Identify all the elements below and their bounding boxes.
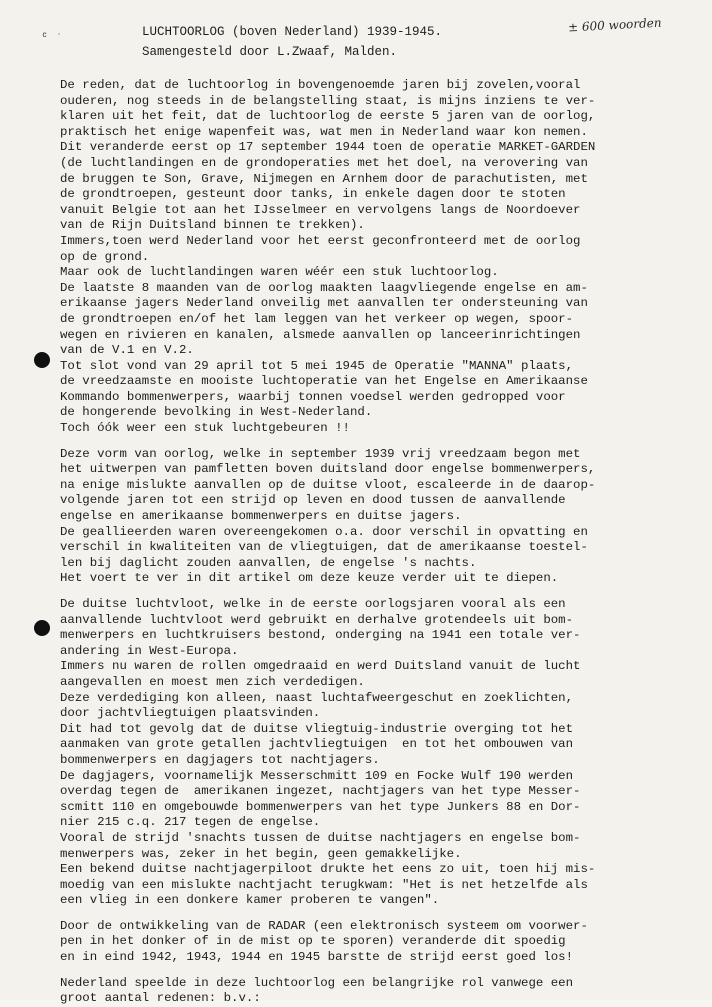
- text-line: wegen en rivieren en kanalen, alsmede aanvallen op lanceerinrichtingen: [60, 327, 581, 342]
- paragraph-gap: [60, 437, 690, 447]
- corner-mark: ᶜ ˑ: [41, 30, 63, 44]
- paragraph: [60, 447, 690, 587]
- paragraph: [60, 976, 690, 1007]
- text-line: menwerpers en luchtkruisers bestond, onderging na 1941 een totale ver-: [60, 628, 581, 643]
- document-title: LUCHTOORLOG (boven Nederland) 1939-1945.: [142, 25, 443, 39]
- text-line: nier 215 c.q. 217 tegen de engelse.: [60, 815, 321, 830]
- handwritten-word-count-note: ± 600 woorden: [567, 15, 662, 35]
- text-line: Vooral de strijd 'snachts tussen de duitse nachtjagers en engelse bom-: [60, 830, 581, 845]
- text-line: na enige mislukte aanvallen op de duitse vloot, escaleerde in de daarop-: [60, 477, 596, 492]
- text-line: De geallieerden waren overeengekomen o.a. door verschil in opvatting en: [60, 524, 588, 539]
- text-line: Toch óók weer een stuk luchtgebeuren !!: [60, 421, 350, 436]
- text-line: praktisch het enige wapenfeit was, wat men in Nederland waar kon nemen.: [60, 124, 588, 139]
- text-line: (de luchtlandingen en de grondoperaties met het doel, na verovering van: [60, 155, 588, 170]
- text-line: volgende jaren tot een strijd op leven en dood tussen de aanvallende: [60, 493, 566, 508]
- text-line: groot aantal redenen: b.v.:: [60, 991, 261, 1006]
- text-line: andering in West-Europa.: [60, 643, 239, 658]
- text-line: aangevallen en moest men zich verdedigen.: [60, 674, 365, 689]
- text-line: Deze vorm van oorlog, welke in september 1939 vrij vreedzaam begon met: [60, 446, 581, 461]
- paragraph: [60, 78, 690, 437]
- text-line: Maar ook de luchtlandingen waren wéér een stuk luchtoorlog.: [60, 265, 499, 280]
- document-author: Samengesteld door L.Zwaaf, Malden.: [142, 45, 398, 59]
- text-line: vanuit Belgie tot aan het IJsselmeer en vervolgens langs de Noordoever: [60, 202, 581, 217]
- text-line: door jachtvliegtuigen plaatsvinden.: [60, 706, 321, 721]
- text-line: het uitwerpen van pamfletten boven duitsland door engelse bommenwerpers,: [60, 462, 596, 477]
- text-line: Deze verdediging kon alleen, naast luchtafweergeschut en zoeklichten,: [60, 690, 574, 705]
- paragraph: [60, 919, 690, 966]
- text-line: engelse en amerikaanse bommenwerpers en duitse jagers.: [60, 509, 462, 524]
- text-line: ouderen, nog steeds in de belangstelling staat, is mijns inziens te ver-: [60, 93, 596, 108]
- text-line: pen in het donker of in de mist op te sporen) veranderde dit spoedig: [60, 934, 566, 949]
- text-line: de bruggen te Son, Grave, Nijmegen en Arnhem door de parachutisten, met: [60, 171, 588, 186]
- text-line: van de V.1 en V.2.: [60, 343, 194, 358]
- text-line: Immers nu waren de rollen omgedraaid en werd Duitsland vanuit de lucht: [60, 659, 581, 674]
- text-line: len bij daglicht zouden aanvallen, de engelse 's nachts.: [60, 555, 477, 570]
- paragraph-gap: [60, 909, 690, 919]
- text-line: Dit had tot gevolg dat de duitse vliegtuig-industrie overging tot het: [60, 721, 574, 736]
- text-line: Dit veranderde eerst op 17 september 1944 toen de operatie MARKET-GARDEN: [60, 140, 596, 155]
- text-line: erikaanse jagers Nederland onveilig met aanvallen ter ondersteuning van: [60, 296, 588, 311]
- text-line: bommenwerpers en dagjagers tot nachtjagers.: [60, 752, 380, 767]
- text-line: een vlieg in een donkere kamer proberen te vangen".: [60, 893, 440, 908]
- text-line: menwerpers was, zeker in het begin, geen gemakkelijke.: [60, 846, 462, 861]
- text-line: De reden, dat de luchtoorlog in bovengenoemde jaren bij zovelen,vooral: [60, 78, 581, 92]
- text-line: verschil in kwaliteiten van de vliegtuigen, dat de amerikaanse toestel-: [60, 540, 588, 555]
- text-line: aanmaken van grote getallen jachtvliegtuigen en tot het ombouwen van: [60, 737, 574, 752]
- document-body: [60, 78, 690, 1007]
- text-line: De dagjagers, voornamelijk Messerschmitt 109 en Focke Wulf 190 werden: [60, 768, 574, 783]
- text-line: scmitt 110 en omgebouwde bommenwerpers van het type Junkers 88 en Dor-: [60, 799, 581, 814]
- text-line: Een bekend duitse nachtjagerpiloot drukte het eens zo uit, toen hij mis-: [60, 862, 596, 877]
- paragraph-gap: [60, 966, 690, 976]
- text-line: moedig van een mislukte nachtjacht terugkwam: "Het is net hetzelfde als: [60, 877, 588, 892]
- punch-hole-upper: [34, 352, 50, 368]
- text-line: Nederland speelde in deze luchtoorlog een belangrijke rol vanwege een: [60, 975, 574, 990]
- text-line: de vreedzaamste en mooiste luchtoperatie van het Engelse en Amerikaanse: [60, 374, 588, 389]
- text-line: de grondtroepen en/of het lam leggen van het verkeer op wegen, spoor-: [60, 311, 574, 326]
- text-line: van de Rijn Duitsland binnen te trekken).: [60, 218, 365, 233]
- text-line: op de grond.: [60, 249, 150, 264]
- text-line: overdag tegen de amerikanen ingezet, nachtjagers van het type Messer-: [60, 784, 581, 799]
- text-line: Tot slot vond van 29 april tot 5 mei 1945 de Operatie "MANNA" plaats,: [60, 358, 574, 373]
- text-line: Het voert te ver in dit artikel om deze keuze verder uit te diepen.: [60, 571, 559, 586]
- text-line: klaren uit het feit, dat de luchtoorlog de eerste 5 jaren van de oorlog,: [60, 109, 596, 124]
- text-line: Door de ontwikkeling van de RADAR (een elektronisch systeem om voorwer-: [60, 918, 588, 933]
- paragraph-gap: [60, 587, 690, 597]
- text-line: aanvallende luchtvloot werd gebruikt en derhalve grotendeels uit bom-: [60, 612, 574, 627]
- text-line: de hongerende bevolking in West-Nederland.: [60, 405, 373, 420]
- text-line: De duitse luchtvloot, welke in de eerste oorlogsjaren vooral als een: [60, 597, 566, 611]
- text-line: de grondtroepen, gesteunt door tanks, in enkele dagen door te stoten: [60, 187, 566, 202]
- text-line: en in eind 1942, 1943, 1944 en 1945 barstte de strijd eerst goed los!: [60, 950, 574, 965]
- document-header: [142, 22, 442, 62]
- text-line: Kommando bommenwerpers, waarbij tonnen voedsel werden gedropped voor: [60, 389, 566, 404]
- text-line: Immers,toen werd Nederland voor het eerst geconfronteerd met de oorlog: [60, 233, 581, 248]
- paragraph: [60, 597, 690, 909]
- text-line: De laatste 8 maanden van de oorlog maakten laagvliegende engelse en am-: [60, 280, 588, 295]
- punch-hole-lower: [34, 620, 50, 636]
